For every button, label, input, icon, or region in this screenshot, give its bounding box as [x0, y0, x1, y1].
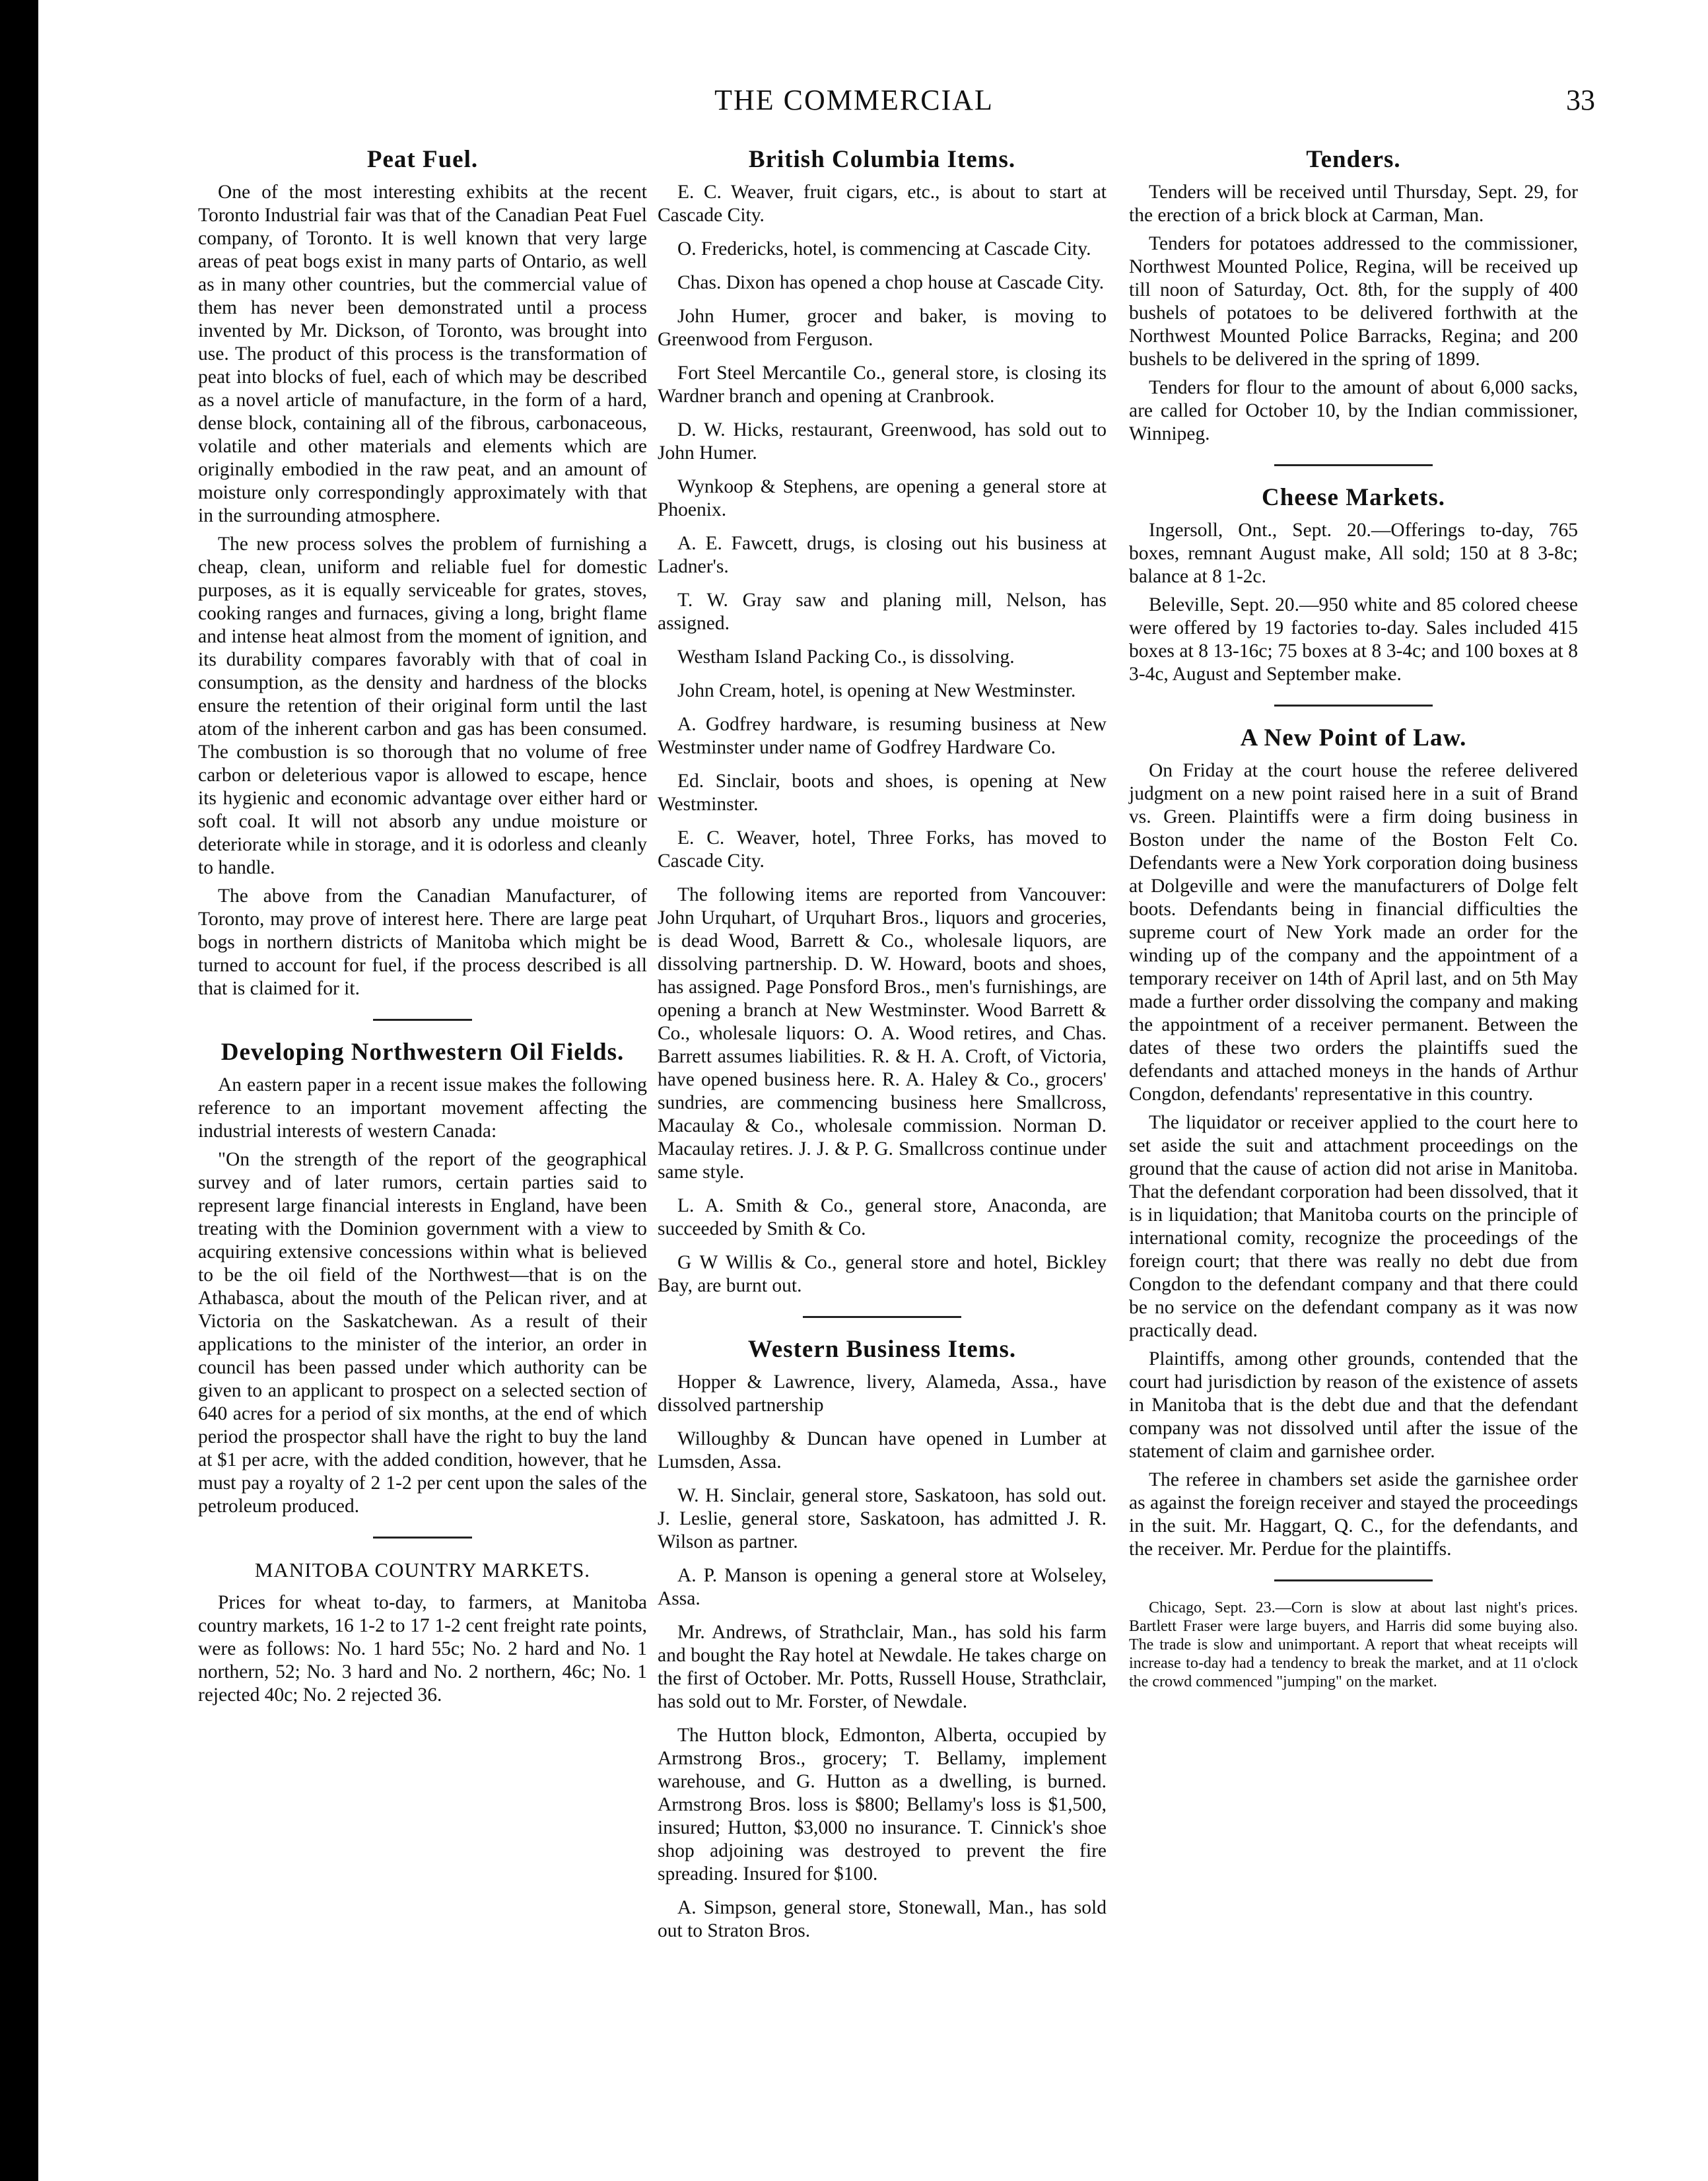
- news-item: Hopper & Lawrence, livery, Alameda, Assa., have dissolved partnership: [658, 1371, 1107, 1416]
- divider: [1274, 705, 1433, 707]
- headline-tenders: Tenders.: [1306, 146, 1401, 173]
- headline-oil-fields: Developing Northwestern Oil Fields.: [221, 1039, 625, 1066]
- column-1: [198, 145, 647, 1712]
- headline-cheese-markets: Cheese Markets.: [1261, 484, 1446, 511]
- news-item: W. H. Sinclair, general store, Saskatoon, has sold out. J. Leslie, general store, Saskatoon, has admitted J. R. Wilson as partner.: [658, 1485, 1107, 1552]
- news-item: A. E. Fawcett, drugs, is closing out his business at Ladner's.: [658, 533, 1107, 577]
- news-item: A. Simpson, general store, Stonewall, Man., has sold out to Straton Bros.: [658, 1897, 1107, 1941]
- paragraph: Beleville, Sept. 20.—950 white and 85 colored cheese were offered by 19 factories to-day. Sales included 415 boxes at 8 13-16c; 75 boxes at 8 3-4c; and 100 boxes at 8 3-4c, August and September make.: [1129, 594, 1578, 685]
- page-number: 33: [1566, 84, 1595, 116]
- news-item: E. C. Weaver, fruit cigars, etc., is about to start at Cascade City.: [658, 182, 1107, 226]
- divider: [1274, 1579, 1433, 1581]
- news-item: G W Willis & Co., general store and hotel, Bickley Bay, are burnt out.: [658, 1252, 1107, 1296]
- news-item: Fort Steel Mercantile Co., general store, is closing its Wardner branch and opening at Cranbrook.: [658, 363, 1107, 407]
- paragraph: The above from the Canadian Manufacturer, of Toronto, may prove of interest here. There are large peat bogs in northern districts of Manitoba which might be turned to account for fuel, if the process described is all that is claimed for it.: [198, 885, 647, 999]
- news-item: L. A. Smith & Co., general store, Anaconda, are succeeded by Smith & Co.: [658, 1195, 1107, 1239]
- news-item: The following items are reported from Vancouver: John Urquhart, of Urquhart Bros., liquors and groceries, is dead Wood, Barrett & Co., wholesale liquors, are dissolving partnership. D. W. Howard, boots and shoes, has assigned. Page Ponsford Bros., men's furnishings, are opening a branch at New Westminster. Wood Barrett & Co., wholesale liquors: O. A. Wood retires, and Chas. Barrett assumes liabilities. R. & H. A. Croft, of Victoria, have opened business here. R. A. Haley & Co., grocers' sundries, are commencing business here Smallcross, Macaulay & Co., wholesale commission. Norman D. Macaulay retires. J. J. & P. G. Smallcross continue under same style.: [658, 884, 1107, 1183]
- column-2: [658, 145, 1107, 1953]
- paragraph: Prices for wheat to-day, to farmers, at Manitoba country markets, 16 1-2 to 17 1-2 cent freight rate points, were as follows: No. 1 hard 55c; No. 2 hard and No. 1 northern, 52; No. 3 hard and No. 2 northern, 46c; No. 1 rejected 40c; No. 2 rejected 36.: [198, 1592, 647, 1706]
- running-title: THE COMMERCIAL: [714, 84, 994, 116]
- news-item: The Hutton block, Edmonton, Alberta, occupied by Armstrong Bros., grocery; T. Bellamy, implement warehouse, and G. Hutton as a dwelling, is burned. Armstrong Bros. loss is $800; Bellamy's loss is $1,500, insured; Hutton, $3,000 no insurance. T. Cinnick's shoe shop adjoining was destroyed to prevent the fire spreading. Insured for $100.: [658, 1725, 1107, 1885]
- news-item: John Humer, grocer and baker, is moving to Greenwood from Ferguson.: [658, 306, 1107, 350]
- paragraph: The liquidator or receiver applied to the court here to set aside the suit and attachment proceedings on the ground that the cause of action did not arise in Manitoba. That the defendant corporation had been dissolved, that it is in liquidation; that Manitoba courts on the principle of international comity, recognize the proceedings of the foreign court; that there was really no debt due from Congdon to the defendant company and that there could be no service on the defendant company as it was now practically dead.: [1129, 1112, 1578, 1341]
- paragraph: Ingersoll, Ont., Sept. 20.—Offerings to-day, 765 boxes, remnant August make, All sold; 150 at 8 3-8c; balance at 8 1-2c.: [1129, 520, 1578, 587]
- news-item: Chas. Dixon has opened a chop house at Cascade City.: [677, 272, 1105, 293]
- headline-british-columbia: British Columbia Items.: [748, 146, 1016, 173]
- news-item: John Cream, hotel, is opening at New Westminster.: [677, 680, 1076, 701]
- news-item: T. W. Gray saw and planing mill, Nelson, has assigned.: [658, 590, 1107, 634]
- scan-edge: [0, 0, 38, 2181]
- news-item: E. C. Weaver, hotel, Three Forks, has moved to Cascade City.: [658, 827, 1107, 872]
- divider: [373, 1537, 472, 1539]
- headline-manitoba-markets: MANITOBA COUNTRY MARKETS.: [254, 1558, 591, 1581]
- news-item: Westham Island Packing Co., is dissolving.: [677, 646, 1015, 668]
- news-item: A. P. Manson is opening a general store at Wolseley, Assa.: [658, 1565, 1107, 1609]
- paragraph: One of the most interesting exhibits at the recent Toronto Industrial fair was that of the Canadian Peat Fuel company, of Toronto. It is well known that very large areas of peat bogs exist in many parts of Ontario, as well as in many other countries, but the commercial value of them has never been demonstrated until a process invented by Mr. Dickson, of Toronto, was brought into use. The product of this process is the transformation of peat into blocks of fuel, each of which may be described as a novel article of manufacture, in the form of a hard, dense block, containing all of the fibrous, carbonaceous, volatile and other materials and elements which are originally embodied in the raw peat, and an amount of moisture only correspondingly approximately with that in the surrounding atmosphere.: [198, 182, 647, 526]
- paragraph: Plaintiffs, among other grounds, contended that the court had jurisdiction by reason of the existence of assets in Manitoba that is the debt due and that the defendant company was not dissolved until after the issue of the statement of claim and garnishee order.: [1129, 1348, 1578, 1462]
- paragraph: The referee in chambers set aside the garnishee order as against the foreign receiver and stayed the proceedings in the suit. Mr. Haggart, Q. C., for the defendants, and the receiver. Mr. Perdue for the plaintiffs.: [1129, 1469, 1578, 1560]
- paragraph: Tenders for flour to the amount of about 6,000 sacks, are called for October 10, by the Indian commissioner, Winnipeg.: [1129, 377, 1578, 444]
- paragraph: The new process solves the problem of furnishing a cheap, clean, uniform and reliable fuel for domestic purposes, as it is equally serviceable for grates, stoves, cooking ranges and furnaces, giving a long, bright flame and intense heat almost from the moment of ignition, and its durability compares favorably with that of coal in consumption, as the density and hardness of the blocks ensure the retention of their original form until the last atom of the inherent carbon and gas has been consumed. The combustion is so thorough that no volume of free carbon or deleterious vapor is allowed to escape, hence its hygienic and economic advantage over either hard or soft coal. It will not absorb any undue moisture or deteriorate while in storage, and it is odorless and cleanly to handle.: [198, 534, 647, 878]
- headline-western-business: Western Business Items.: [747, 1336, 1017, 1363]
- news-item: D. W. Hicks, restaurant, Greenwood, has sold out to John Humer.: [658, 419, 1107, 464]
- news-item: Mr. Andrews, of Strathclair, Man., has sold his farm and bought the Ray hotel at Newdale. He takes charge on the first of October. Mr. Potts, Russell House, Strathclair, has sold out to Mr. Forster, of Newdale.: [658, 1622, 1107, 1712]
- divider: [1274, 464, 1433, 466]
- headline-new-point-of-law: A New Point of Law.: [1240, 724, 1467, 751]
- news-item: Ed. Sinclair, boots and shoes, is opening at New Westminster.: [658, 771, 1107, 815]
- paragraph: On Friday at the court house the referee delivered judgment on a new point raised here in a suit of Brand vs. Green. Plaintiffs were a firm doing business in Boston under the name of the Boston Felt Co. Defendants were a New York corporation doing business at Dolgeville and were the manufacturers of Dolge felt boots. Defendants being in financial difficulties the supreme court of New York made an order for the winding up of the company and the appointment of a temporary receiver on 14th of April last, and on 5th May made a further order dissolving the company and making the appointment of a receiver permanent. Between the dates of these two orders the plaintiffs sued the defendants and attached moneys in the hands of Arthur Congdon, defendants' representative in this country.: [1129, 760, 1578, 1105]
- news-item: Wynkoop & Stephens, are opening a general store at Phoenix.: [658, 476, 1107, 520]
- divider: [373, 1019, 472, 1021]
- headline-peat-fuel: Peat Fuel.: [366, 146, 479, 173]
- news-item: A. Godfrey hardware, is resuming business at New Westminster under name of Godfrey Hardware Co.: [658, 714, 1107, 758]
- divider: [803, 1316, 961, 1318]
- paragraph: Tenders will be received until Thursday, Sept. 29, for the erection of a brick block at Carman, Man.: [1129, 182, 1578, 226]
- news-item: O. Fredericks, hotel, is commencing at Cascade City.: [677, 238, 1091, 260]
- paragraph: Tenders for potatoes addressed to the commissioner, Northwest Mounted Police, Regina, will be received up till noon of Saturday, Oct. 8th, for the supply of 400 bushels of potatoes to be delivered forthwith at the Northwest Mounted Police Barracks, Regina; and 200 bushels to be delivered in the spring of 1899.: [1129, 233, 1578, 370]
- column-3: [1129, 145, 1578, 1691]
- paragraph: An eastern paper in a recent issue makes the following reference to an important movement affecting the industrial interests of western Canada:: [198, 1074, 647, 1142]
- news-item: Willoughby & Duncan have opened in Lumber at Lumsden, Assa.: [658, 1428, 1107, 1472]
- paragraph: "On the strength of the report of the geographical survey and of later rumors, certain parties said to represent large financial interests in England, have been treating with the Dominion government with a view to acquiring extensive concessions within what is believed to be the oil field of the Northwest—that is on the Athabasca, about the mouth of the Pelican river, and at Victoria on the Saskatchewan. As a result of their applications to the minister of the interior, an order in council has been passed under which authority can be given to an applicant to prospect on a selected section of 640 acres for a period of six months, at the end of which period the prospector shall have the right to buy the land at $1 per acre, with the added condition, however, that he must pay a royalty of 2 1-2 per cent upon the sales of the petroleum produced.: [198, 1149, 647, 1517]
- market-note: Chicago, Sept. 23.—Corn is slow at about last night's prices. Bartlett Fraser were large buyers, and Harris did some buying also. The trade is slow and unimportant. A report that wheat receipts will increase to-day had a tendency to break the market, and at 11 o'clock the crowd commenced "jumping" on the market.: [1129, 1599, 1578, 1690]
